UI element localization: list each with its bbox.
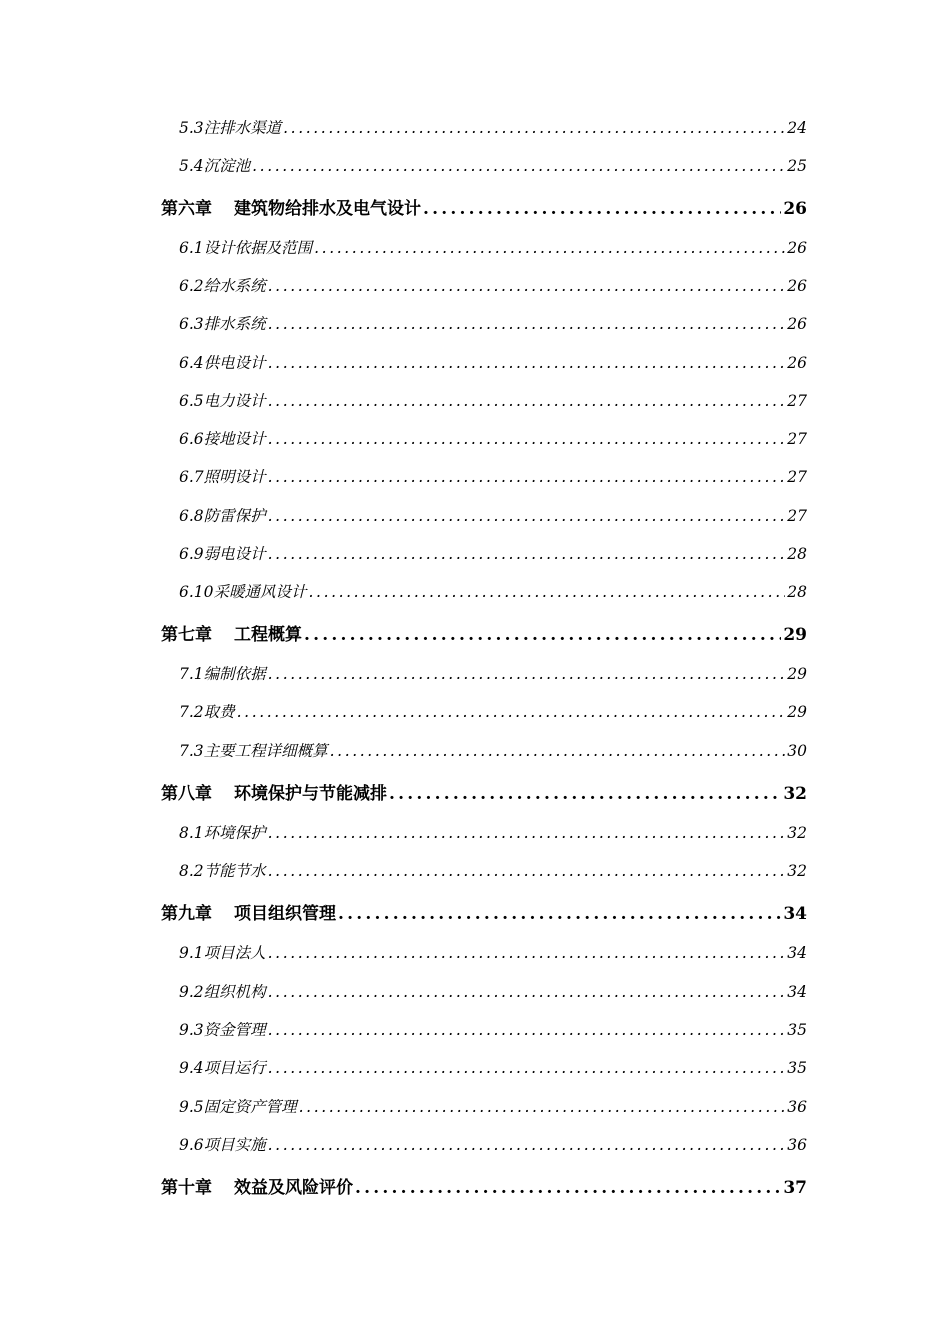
- toc-entry-label: 6.2给水系统: [179, 277, 266, 295]
- toc-chapter-entry[interactable]: [161, 620, 807, 645]
- toc-page-number: 34: [787, 983, 807, 1001]
- toc-entry-label: 6.7照明设计: [179, 468, 266, 486]
- toc-entry[interactable]: [179, 154, 807, 176]
- toc-entry[interactable]: [179, 389, 807, 411]
- toc-dot-leader: [314, 239, 785, 257]
- toc-page-number: 35: [787, 1021, 807, 1039]
- toc-page-number: 27: [787, 392, 807, 410]
- toc-page-number: 26: [783, 199, 807, 219]
- toc-page-number: 26: [787, 354, 807, 372]
- toc-page-number: 27: [787, 430, 807, 448]
- toc-page-number: 25: [787, 157, 807, 175]
- toc-dot-leader: [268, 507, 786, 525]
- toc-entry[interactable]: [179, 1095, 807, 1117]
- toc-dot-leader: [268, 824, 786, 842]
- toc-dot-leader: [268, 315, 786, 333]
- toc-dot-leader: [355, 1178, 781, 1198]
- toc-page-number: 26: [787, 315, 807, 333]
- toc-entry[interactable]: [179, 427, 807, 449]
- toc-entry[interactable]: [179, 236, 807, 258]
- toc-dot-leader: [309, 583, 786, 601]
- toc-entry-label: 6.9弱电设计: [179, 545, 266, 563]
- toc-dot-leader: [268, 862, 786, 880]
- toc-entry[interactable]: [179, 859, 807, 881]
- toc-chapter-label: [161, 194, 421, 219]
- toc-entry-label: 9.5固定资产管理: [179, 1098, 297, 1116]
- toc-dot-leader: [268, 468, 786, 486]
- toc-entry[interactable]: [179, 274, 807, 296]
- toc-page-number: 32: [783, 784, 807, 804]
- toc-dot-leader: [252, 157, 785, 175]
- toc-entry-label: 6.1设计依据及范围: [179, 239, 313, 257]
- toc-chapter-entry[interactable]: [161, 1173, 807, 1198]
- chapter-title: 效益及风险评价: [234, 1178, 353, 1198]
- toc-entry[interactable]: [179, 312, 807, 334]
- toc-page-number: 32: [787, 862, 807, 880]
- chapter-number: 第九章: [161, 904, 212, 924]
- chapter-number: 第六章: [161, 199, 212, 219]
- toc-page-number: 24: [787, 119, 807, 137]
- toc-entry-label: 7.2取费: [179, 703, 235, 721]
- toc-entry-label: 7.3主要工程详细概算: [179, 742, 328, 760]
- toc-entry-label: 7.1编制依据: [179, 665, 266, 683]
- toc-entry-label: 6.10采暖通风设计: [179, 583, 307, 601]
- toc-dot-leader: [423, 199, 781, 219]
- chapter-title: 建筑物给排水及电气设计: [234, 199, 421, 219]
- chapter-number: 第七章: [161, 625, 212, 645]
- toc-entry-label: 9.1项目法人: [179, 944, 266, 962]
- toc-dot-leader: [268, 277, 786, 295]
- toc-chapter-entry[interactable]: [161, 779, 807, 804]
- toc-entry[interactable]: [179, 700, 807, 722]
- toc-page-number: 28: [787, 545, 807, 563]
- toc-chapter-entry[interactable]: [161, 194, 807, 219]
- toc-entry[interactable]: [179, 662, 807, 684]
- toc-chapter-label: [161, 779, 387, 804]
- toc-chapter-label: [161, 899, 336, 924]
- toc-entry-label: 6.8防雷保护: [179, 507, 266, 525]
- toc-dot-leader: [268, 944, 786, 962]
- toc-page-number: 26: [787, 239, 807, 257]
- toc-page-number: 32: [787, 824, 807, 842]
- toc-dot-leader: [268, 430, 786, 448]
- toc-entry[interactable]: [179, 739, 807, 761]
- toc-entry-label: 5.4沉淀池: [179, 157, 251, 175]
- toc-dot-leader: [268, 354, 786, 372]
- toc-page-number: 28: [787, 583, 807, 601]
- toc-page-number: 34: [787, 944, 807, 962]
- toc-page-number: 29: [787, 703, 807, 721]
- toc-page-number: 26: [787, 277, 807, 295]
- chapter-title: 工程概算: [234, 625, 302, 645]
- toc-entry-label: 9.3资金管理: [179, 1021, 266, 1039]
- toc-entry[interactable]: [179, 580, 807, 602]
- toc-entry-label: 8.1环境保护: [179, 824, 266, 842]
- toc-entry[interactable]: [179, 821, 807, 843]
- toc-entry[interactable]: [179, 1018, 807, 1040]
- toc-entry-label: 6.4供电设计: [179, 354, 266, 372]
- toc-entry-label: 9.4项目运行: [179, 1059, 266, 1077]
- toc-entry[interactable]: [179, 1133, 807, 1155]
- toc-entry-label: 9.6项目实施: [179, 1136, 266, 1154]
- toc-entry-label: 5.3注排水渠道: [179, 119, 282, 137]
- toc-dot-leader: [283, 119, 785, 137]
- toc-entry[interactable]: [179, 465, 807, 487]
- toc-dot-leader: [237, 703, 786, 721]
- toc-page-number: 35: [787, 1059, 807, 1077]
- chapter-number: 第八章: [161, 784, 212, 804]
- toc-entry[interactable]: [179, 116, 807, 138]
- toc-dot-leader: [268, 1136, 786, 1154]
- toc-chapter-label: [161, 620, 302, 645]
- chapter-title: 项目组织管理: [234, 904, 336, 924]
- toc-page-number: 27: [787, 468, 807, 486]
- toc-chapter-entry[interactable]: [161, 899, 807, 924]
- toc-entry[interactable]: [179, 542, 807, 564]
- toc-dot-leader: [268, 665, 786, 683]
- toc-chapter-label: [161, 1173, 353, 1198]
- chapter-number: 第十章: [161, 1178, 212, 1198]
- toc-page-number: 29: [787, 665, 807, 683]
- toc-page-number: 30: [787, 742, 807, 760]
- toc-entry[interactable]: [179, 504, 807, 526]
- toc-page-number: 36: [787, 1098, 807, 1116]
- toc-entry-label: 6.5电力设计: [179, 392, 266, 410]
- toc-entry-label: 8.2节能节水: [179, 862, 266, 880]
- toc-entry-label: 9.2组织机构: [179, 983, 266, 1001]
- toc-dot-leader: [268, 983, 786, 1001]
- toc-dot-leader: [268, 545, 786, 563]
- toc-entry[interactable]: [179, 980, 807, 1002]
- toc-dot-leader: [330, 742, 786, 760]
- chapter-title: 环境保护与节能减排: [234, 784, 387, 804]
- toc-page-number: 27: [787, 507, 807, 525]
- toc-dot-leader: [268, 1059, 786, 1077]
- toc-entry[interactable]: [179, 351, 807, 373]
- toc-entry-label: 6.6接地设计: [179, 430, 266, 448]
- toc-dot-leader: [338, 904, 781, 924]
- toc-entry[interactable]: [179, 1056, 807, 1078]
- toc-page-number: 29: [783, 625, 807, 645]
- toc-page-number: 36: [787, 1136, 807, 1154]
- toc-entry-label: 6.3排水系统: [179, 315, 266, 333]
- toc-dot-leader: [389, 784, 781, 804]
- toc-dot-leader: [268, 1021, 786, 1039]
- toc-dot-leader: [299, 1098, 786, 1116]
- toc-page-number: 34: [783, 904, 807, 924]
- toc-dot-leader: [304, 625, 781, 645]
- toc-page-number: 37: [783, 1178, 807, 1198]
- toc-entry[interactable]: [179, 941, 807, 963]
- toc-dot-leader: [268, 392, 786, 410]
